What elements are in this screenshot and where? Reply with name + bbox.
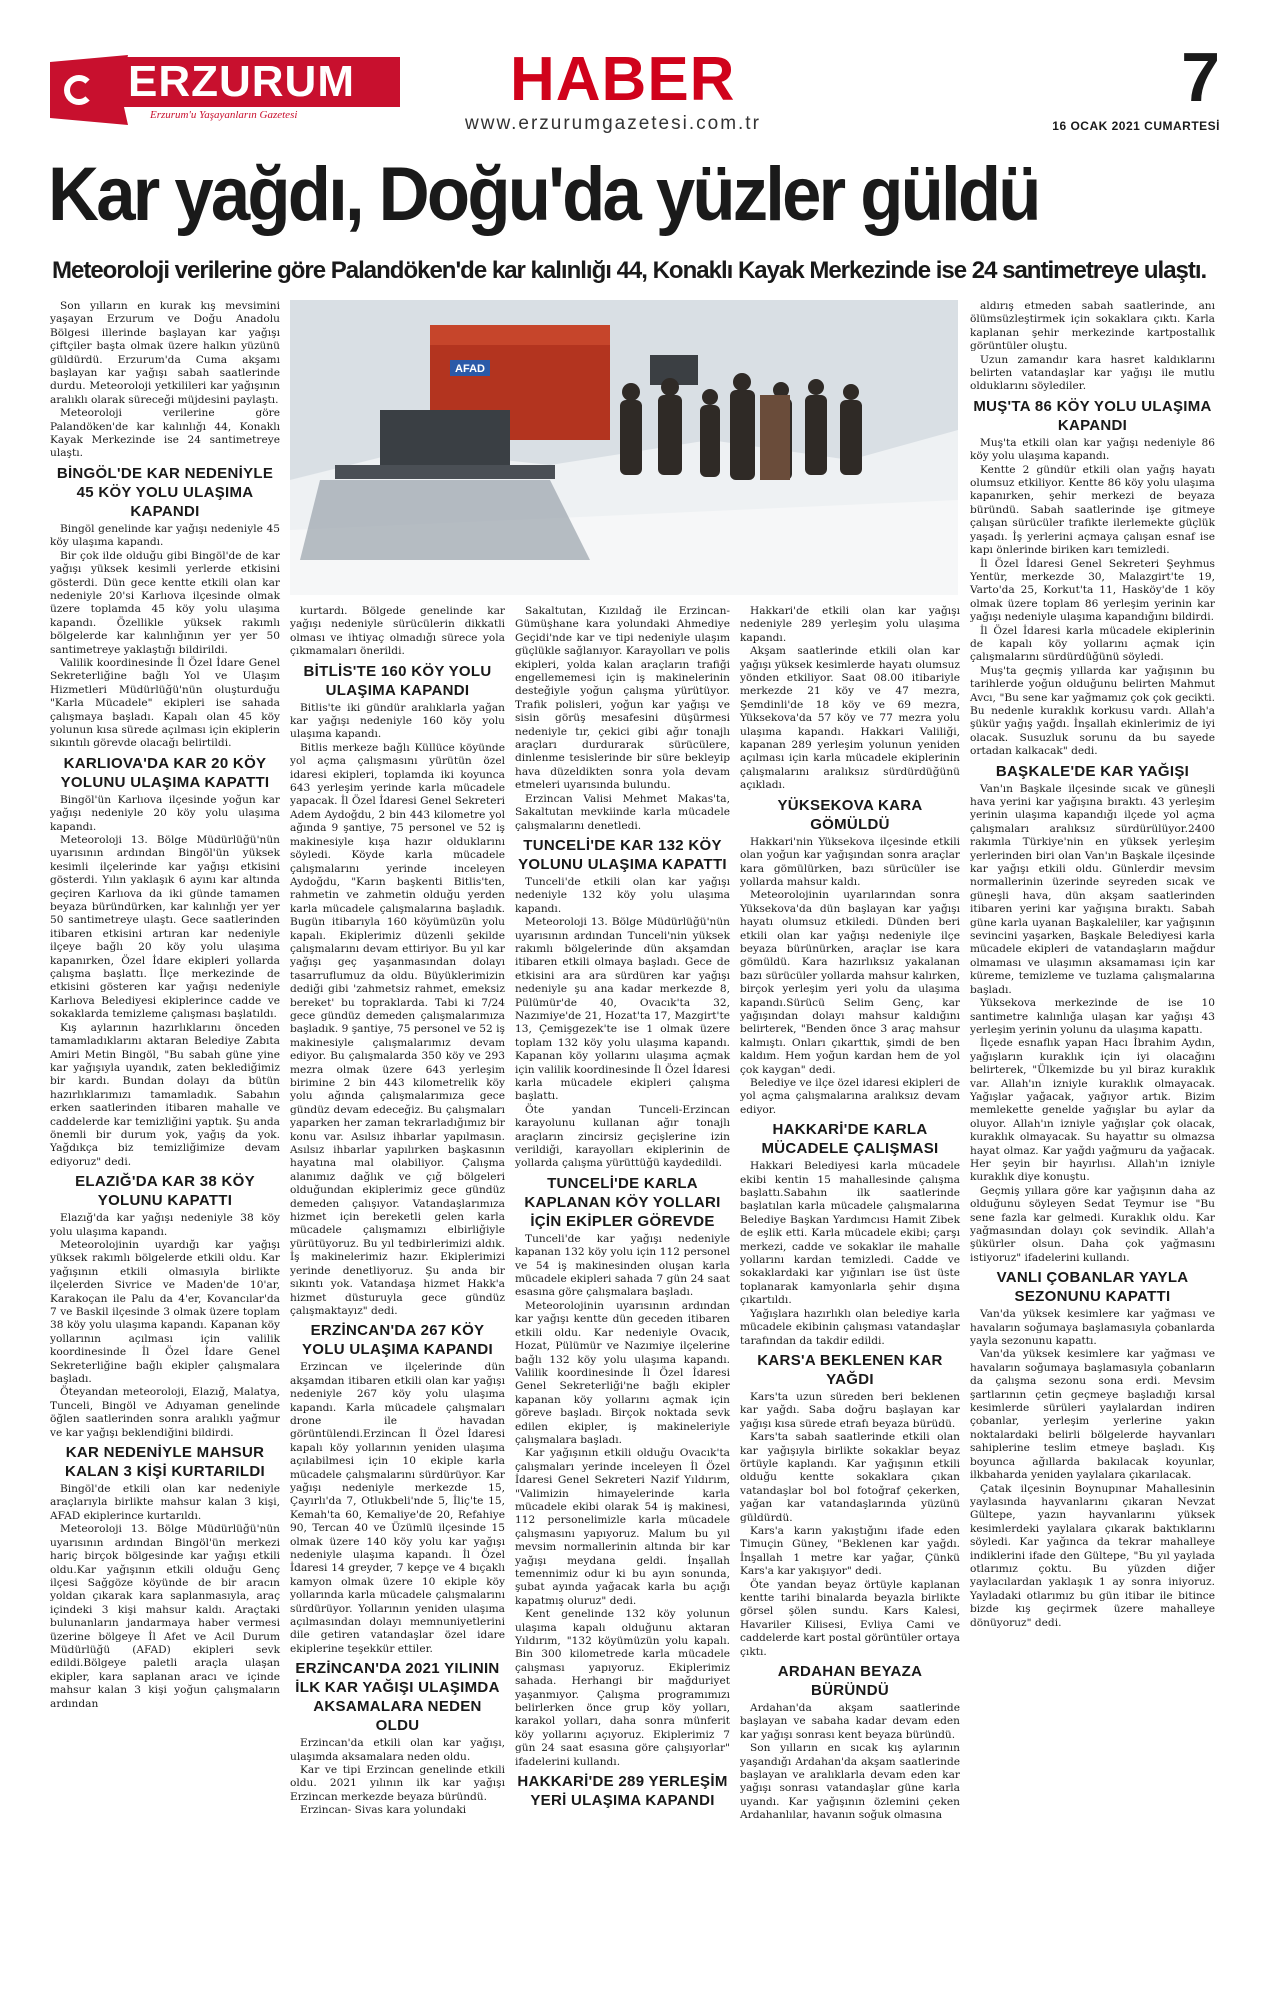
subheading: ERZİNCAN'DA 2021 YILININ İLK KAR YAĞIŞI ULAŞIMDA AKSAMALARA NEDEN OLDU — [295, 1660, 500, 1735]
subheading: BİNGÖL'DE KAR NEDENİYLE 45 KÖY YOLU ULAŞIMA KAPANDI — [56, 464, 274, 520]
subheading: ELAZIĞ'DA KAR 38 KÖY YOLUNU KAPATTI — [75, 1173, 255, 1210]
paragraph: Kars'ta sabah saatlerinde etkili olan kar yağışıyla birlikte sokaklar beyaz örtüyle kaplandı. Kar yağışının etkili olduğu kentte sokaklara çıkan vatandaşlar bol bol fotoğraf çekerken, yağan kar vatandaşlarında yüzünü güldürdü. — [740, 1431, 960, 1524]
column-4 — [740, 605, 960, 1823]
paragraph: Meteorolojinin uyardığı kar yağışı yüksek rakımlı bölgelerde etkili oldu. Kar yağışının etkili olmasıyla birlikte ilçelerden Sivrice ve Maden'de 10'ar, Karakoçan ile Palu da 4'er, Kovancılar'da 7 ve Baskil ilçesinde 3 olmak üzere toplam 38 köy yolu ulaşıma kapandı. Kapanan köy yollarının açılması için valilik koordinesinde İl Özel İdare Genel Sekreterliğine bağlı ekipler çalışmalara başladı. — [50, 1238, 280, 1386]
paragraph: Van'da yüksek kesimlere kar yağması ve havaların soğumaya başlamasıyla çobanların da çalışma sezonu sona erdi. Mevsim şartlarının çetin geçmeye başladığı kırsal kesimlerde sürüleri yaylalardan indiren çobanlar, yerleşim yerlerine yakın noktalardaki belirli bölgelerde hayvanları sahiplerine teslim etmeye başladı. Kış boyunca ağıllarda bakılacak koyunlar, ilkbaharda yeniden yaylalara çıkarılacak. — [970, 1348, 1215, 1482]
subheading: HAKKARİ'DE 289 YERLEŞİM YERİ ULAŞIMA KAPANDI — [517, 1773, 728, 1810]
subheading: ARDAHAN BEYAZA BÜRÜNDÜ — [777, 1663, 923, 1700]
paragraph: Erzincan ve ilçelerinde dün akşamdan itibaren etkili olan kar yağışı nedeniyle 267 köy yolu ulaşıma kapandı. Karla mücadele çalışmaları drone ile havadan görüntülendi.Erzincan İl Özel İdaresi kapalı köy yollarının yeniden ulaşıma açılabilmesi için 10 ekiple karla mücadele çalışmalarını sürdürüyor. Kar yağışı nedeniyle merkezde 15, Çayırlı'da 7, Otlukbeli'nde 5, İliç'te 15, Kemah'ta 60, Kemaliye'de 20, Refahiye 90, Tercan 40 ve Üzümlü ilçesinde 15 olmak üzere 140 köy yolu kar yağışı nedeniyle ulaşıma kapandı. İl Özel İdaresi 14 greyder, 7 kepçe ve 4 bıçaklı kamyon olmak üzere 10 ekiple köy yollarında karla mücadele çalışmalarını sürdürüyor. Yollarının yeniden ulaşıma açılmasından dolayı memnuniyetlerini dile getiren vatandaşlar özel idare ekiplerine teşekkür ettiler. — [290, 1361, 505, 1655]
paragraph: Erzincan'da etkili olan kar yağışı, ulaşımda aksamalara neden oldu. — [290, 1737, 505, 1763]
paragraph: Hakkari Belediyesi karla mücadele ekibi kentin 15 mahallesinde çalışma başlattı.Sabahın ilk saatlerinde başlatılan karla mücadele çalışmalarına Belediye Başkan Yardımcısı Hamit Zibek de eşlik etti. Karla mücadele ekibi; çarşı merkezi, cadde ve sokaklar ile mahalle yollarını kardan temizledi. Cadde ve sokaklardaki kar yığınları ise üst üste toplanarak kamyonlarla şehir dışına çıkartıldı. — [740, 1160, 960, 1307]
logo-text: ERZURUM — [110, 57, 400, 107]
paragraph: Tunceli'de kar yağışı nedeniyle kapanan 132 köy yolu için 112 personel ve 54 iş makinesinden oluşan karla mücadele ekipleri sahada 7 gün 24 saat esasına göre çalışmalara başladı. — [515, 1232, 730, 1299]
headline: Kar yağdı, Doğu'da yüzler güldü — [48, 152, 1039, 237]
paragraph: Öte yandan beyaz örtüyle kaplanan kentte tarihi binalarda beyazla birlikte görsel şölen sundu. Kars Kalesi, Havariler Kilisesi, Evliya Cami ve caddelerde kart postal görüntüler ortaya çıktı. — [740, 1578, 960, 1658]
subheading: TUNCELİ'DE KARLA KAPLANAN KÖY YOLLARI İÇİN EKİPLER GÖREVDE — [524, 1174, 721, 1230]
subheading: MUŞ'TA 86 KÖY YOLU ULAŞIMA KAPANDI — [973, 397, 1212, 434]
paragraph: Kentte 2 gündür etkili olan yağış hayatı olumsuz etkiliyor. Kentte 86 köy yolu ulaşıma kapanırken, şehir merkezi de beyaza büründü. Sabah saatlerinde işe gitmeye çalışan sürücüler trafikte ilerlemekte güçlük yaşadı. İş yerlerini açmaya çalışan esnaf ise kapı önlerinde biriken karı temizledi. — [970, 463, 1215, 557]
newspaper-logo[interactable] — [50, 55, 400, 125]
subheading: BAŞKALE'DE KAR YAĞIŞI — [995, 762, 1190, 780]
paragraph: Uzun zamandır kara hasret kaldıklarını belirten vatandaşlar kar yağışı ile mutlu olduklarını söylediler. — [970, 353, 1215, 393]
subheadline: Meteoroloji verilerine göre Palandöken'de kar kalınlığı 44, Konaklı Kayak Merkezinde ise 24 santimetreye ulaştı. — [52, 257, 1207, 284]
paragraph: Hakkari'nin Yüksekova ilçesinde etkili olan yoğun kar yağışından sonra araçlar kara gömülürken, bazı sürücüler ise yollarda mahsur kaldı. — [740, 835, 960, 888]
column-5 — [970, 300, 1215, 1630]
paragraph: Akşam saatlerinde etkili olan kar yağışı yüksek kesimlerde hayatı olumsuz yönden etkiliyor. Saat 08.00 itibariyle merkezde 21 köy ve 47 mezra, Şemdinli'de 18 köy ve 69 mezra, Yüksekova'da 57 köy ve 77 mezra yolu ulaşıma kapandı. Hakkari Valiliği, kapanan 289 yerleşim yolunun yeniden açılması için karla mücadele ekiplerinin çalışmalarını aralıksız sürdürdüğünü açıkladı. — [740, 645, 960, 792]
issue-date: 16 OCAK 2021 CUMARTESİ — [1052, 119, 1220, 133]
subheading: ERZİNCAN'DA 267 KÖY YOLU ULAŞIMA KAPANDI — [302, 1322, 493, 1359]
column-2 — [290, 605, 505, 1818]
paragraph: Tunceli'de etkili olan kar yağışı nedeniyle 132 köy yolu ulaşıma kapandı. — [515, 875, 730, 915]
subheading: KARLIOVA'DA KAR 20 KÖY YOLUNU ULAŞIMA KAPATTI — [60, 754, 270, 791]
paragraph: Meteoroloji 13. Bölge Müdürlüğü'nün uyarısının ardından Bingöl'ün yüksek kesimli ilçelerinde kar yağışı etkisini gösterdi. Yılın yaklaşık 6 ayını kar altında geçiren Karlıova da iki günde tamamen beyaza büründürken, kar kalınlığı yer yer 50 santimetreye ulaştı. Gece saatlerinden itibaren etkisini artıran kar nedeniyle ilçeye bağlı 20 köy yolu ulaşıma kapanırken, Özel İdare ekipleri yollarda çalışma başlattı. İlçe merkezinde de etkisini gösteren kar yağışı nedeniyle Karlıova Belediyesi ekiplerince cadde ve sokaklarda temizleme çalışması başlatıldı. — [50, 834, 280, 1021]
website-link[interactable]: www.erzurumgazetesi.com.tr — [465, 113, 761, 134]
paragraph: Belediye ve ilçe özel idaresi ekipleri de yol açma çalışmalarına aralıksız devam ediyor. — [740, 1077, 960, 1116]
section-title: HABER — [510, 45, 736, 114]
paragraph: Bir çok ilde olduğu gibi Bingöl'de de kar yağışı yüksek kesimli yerlerde etkisini gösterdi. Dün gece kentte etkili olan kar nedeniyle 20'si Karlıova ilçesinde olmak üzere toplamda 45 köy yolu ulaşıma kapandı. Özellikle yüksek rakımlı bölgelerde kar kalınlığının yer yer 50 santimetreye yaklaştığı bildirildi. — [50, 549, 280, 656]
paragraph: Meteorolojinin uyarılarından sonra Yüksekova'da dün başlayan kar yağışı hayatı olumsuz etkiledi. Dünden beri etkili olan kar yağışı nedeniyle ilçe beyaza bürünürken, araçlar ise kara gömüldü. Kara hazırlıksız yakalanan bazı sürücüler yollarda mahsur kalırken, birçok yerleşim yeri yolu da ulaşıma kapandı.Sürücü Selim Genç, kar yağışından dolayı mahsur kaldığını belirterek, "Benden önce 3 araç mahsur kalmıştı. Onları çıkarttık, şimdi de ben kaldım. Hem yoğun kardan hem de yol çok kaygan" dedi. — [740, 889, 960, 1076]
paragraph: aldırış etmeden sabah saatlerinde, anı ölümsüzleştirmek için sokaklara çıktı. Karla kaplanan şehir merkezinde kartpostallık görüntüler oluştu. — [970, 300, 1215, 353]
page-number: 7 — [1181, 38, 1220, 116]
paragraph: Ardahan'da akşam saatlerinde başlayan ve sabaha kadar devam eden kar yağışı sonrası kent beyaza büründü. — [740, 1702, 960, 1741]
paragraph: Çatak ilçesinin Boynupınar Mahallesinin yaylasında hayvanlarını çıkaran Nevzat Gültepe, yazın hayvanlarını yüksek kesimlerdeki yaylalara çıkarak baktıklarını söyledi. Kar yağınca da tekrar mahalleye indiklerini ifade den Gültepe, "Bu yıl yaylada otlarımız çoktu. Bu yüzden diğer yaylacılardan yaklaşık 1 ay sonra iniyoruz. Yayladaki otlarımız bu gün itibar ile bitince bizde kış geçirmek üzere mahalleye dönüyoruz" dedi. — [970, 1482, 1215, 1629]
paragraph: Kars'ta uzun süreden beri beklenen kar yağdı. Saba doğru başlayan kar yağışı kısa sürede etrafı beyaza bürüdü. — [740, 1390, 960, 1430]
paragraph: Bingöl'ün Karlıova ilçesinde yoğun kar yağışı nedeniyle 20 köy yolu ulaşıma kapandı. — [50, 793, 280, 833]
paragraph: Kent genelinde 132 köy yolunun ulaşıma kapalı olduğunu aktaran Yıldırım, "132 köyümüzün yolu kapalı. Bin 300 kilometrede karla mücadele çalışması yapıyoruz. Ekiplerimiz sahada. Herhangi bir mağduriyet yaşanmıyor. Çalışma programımızı belirlerken önce grup köy yolları, karakol yolları, daha sonra münferit köy yollarını açıyoruz. Ekiplerimiz 7 gün 24 saat esasına göre çalışıyorlar" ifadelerini kullandı. — [515, 1608, 730, 1768]
paragraph: Kars'a karın yakıştığını ifade eden Timuçin Güney, "Beklenen kar yağdı. İnşallah 1 metre kar yağar, Çünkü Kars'a kar yakışıyor" dedi. — [740, 1524, 960, 1578]
paragraph: kurtardı. Bölgede genelinde kar yağışı nedeniyle sürücülerin dikkatli olması ve ihtiyaç olmadığı sürece yola çıkmamaları önerildi. — [290, 605, 505, 658]
subheading: HAKKARİ'DE KARLA MÜCADELE ÇALIŞMASI — [761, 1121, 939, 1158]
subheading: BİTLİS'TE 160 KÖY YOLU ULAŞIMA KAPANDI — [303, 662, 492, 699]
paragraph: Meteoroloji 13. Bölge Müdürlüğü'nün uyarısının ardından Tunceli'nin yüksek rakımlı bölgelerinde dün akşamdan itibaren etkili olmaya başladı. Gece de etkisini ara ara sürdüren kar yağışı nedeniyle şu ana kadar merkezde 8, Pülümür'de 40, Ovacık'ta 32, Nazımiye'de 21, Hozat'ta 17, Mazgirt'te 13, Çemişgezek'te ise 1 olmak üzere toplam 132 köy yolu ulaşıma kapandı. Kapanan köy yollarını ulaşıma açmak için valilik koordinesinde İl Özel İdaresi karla mücadele ekipleri çalışma başlattı. — [515, 916, 730, 1103]
column-1 — [50, 300, 280, 1711]
paragraph: Meteoroloji 13. Bölge Müdürlüğü'nün uyarısının ardından Bingöl'ün merkezi hariç birçok bölgesinde kar yağışı etkili oldu.Kar yağışının etkili olduğu Genç ilçesi Sağgöze köyünde de bir aracın yoldan çıkarak kara saplanmasıyla, araç içindeki 3 kişi mahsur kaldı. Araçtaki bulunanların jandarmaya haber vermesi üzerine bölgeye İl Afet ve Acil Durum Müdürlüğü (AFAD) ekipleri sevk edildi.Bölgeye paletli araçla ulaşan ekipler, kara saplanan aracı ve içinde mahsur kalan 3 kişi yoğun çalışmaların ardından — [50, 1523, 280, 1710]
news-photo — [290, 300, 958, 595]
subheading: VANLI ÇOBANLAR YAYLA SEZONUNU KAPATTI — [996, 1269, 1189, 1306]
paragraph: Hakkari'de etkili olan kar yağışı nedeniyle 289 yerleşim yolu ulaşıma kapandı. — [740, 605, 960, 644]
paragraph: Yağışlara hazırlıklı olan belediye karla mücadele ekibinin çalışması vatandaşlar tarafından da takdir edildi. — [740, 1307, 960, 1347]
paragraph: Bingöl'de etkili olan kar nedeniyle araçlarıyla birlikte mahsur kalan 3 kişi, AFAD ekiplerince kurtarıldı. — [50, 1483, 280, 1522]
subheading: KAR NEDENİYLE MAHSUR KALAN 3 KİŞİ KURTARILDI — [65, 1444, 265, 1481]
paragraph: Erzincan Valisi Mehmet Makas'ta, Sakaltutan mevkiinde karla mücadele çalışmalarını denetledi. — [515, 792, 730, 832]
logo-subtitle: Erzurum'u Yaşayanların Gazetesi — [150, 109, 298, 121]
column-3 — [515, 605, 730, 1812]
paragraph: İl Özel İdaresi Genel Sekreteri Şeyhmus Yentür, merkezde 30, Malazgirt'te 19, Varto'da 25, Korkut'ta 11, Hasköy'de 1 köy olmak üzere toplam 86 yerleşim yerinin kar yağışı nedeniyle ulaşıma kapandığını bildirdi. — [970, 557, 1215, 624]
paragraph: İlçede esnaflık yapan Hacı İbrahim Aydın, yağışların kuraklık için iyi olacağını belirterek, "Ülkemizde bu yıl biraz kuraklık var. Allah'ın izniyle kuraklık olmayacak. Yağışlar yağacak, yağıyor artık. Bizim memlekette genelde yağışlar bu aylar da oluyor. Allah'ın izniyle yağışlar çok olacak, kuraklık olmayacak. Su hayattır su olmazsa hayat olmaz. Kar yağdı yağmuru da yağacak. Her şeyin bir hayırlısı. Allah'ın izniyle kuraklık diye konuştu. — [970, 1037, 1215, 1184]
subheading: YÜKSEKOVA KARA GÖMÜLDÜ — [777, 796, 923, 833]
paragraph: Muş'ta geçmiş yıllarda kar yağışının bu tarihlerde yoğun olduğunu belirten Mahmut Avcı, "Bu sene kar yağmamız çok çok gecikti. Bu nedenle kuraklık korkusu vardı. Allah'a şükür yağış yağdı. İnşallah ekinlerimiz de iyi olacak. Susuzluk sorunu da bu sayede ortadan kalkacak" dedi. — [970, 664, 1215, 758]
paragraph: Erzincan- Sivas kara yolundaki — [300, 1804, 467, 1817]
paragraph: Bitlis merkeze bağlı Küllüce köyünde yol açma çalışmasını yürütün özel idaresi ekipleri, toplamda iki koyunca 643 yerleşim yerinde karla mücadele yapacak. İl Özel İdaresi Genel Sekreteri Adem Aydoğdu, 2 bin 443 kilometre yol ağında 9 şantiye, 75 personel ve 52 iş makinesiyle kışa hazır olduklarını söyledi. Köyde karla mücadele çalışmalarını yerinde inceleyen Aydoğdu, "Karın başkenti Bitlis'ten, rahmetin ve zahmetin olduğu yerden karla mücadele çalışmalarına başladık. Bugün itibarıyla 160 köyümüzün yolu kapalı. Ekiplerimiz düzenli şekilde çalışmalarını devam ettiriyor. Bu yıl kar yağışı geç yaşanmasından dolayı tasarruflumuz da oldu. Büyüklerimizin dediği gibi 'zahmetsiz rahmet, emeksiz bereket' bu topraklarda. Tabi ki 7/24 gece gündüz demeden çalışmalarımıza başladık. 9 şantiye, 75 personel ve 52 iş makinesiyle çalışmalarımız devam ediyor. Bu çalışmalarda 350 köy ve 293 mezra olmak üzere 643 yerleşim birimine 2 bin 443 kilometrelik köy yolu ağında çalışmalarımıza gece gündüz devam edeceğiz. Bu çalışmaları yaparken her zaman tekrarladığımız bir konu var. Asılsız ihbarlar yapılmasın. Asılsız ihbarlar yapılırken başkasının hayatına mal olabiliyor. Çalışma alanımız dağlık ve çığ bölgeleri olduğundan ekiplerimiz gece gündüz demeden çalışıyor. Vatandaşlarımıza hizmet için bereketli gelen karla mücadele çalışmamızı elbirliğiyle yürütüyoruz. Bu yıl tedbirlerimizi aldık. İş makinelerimiz hazır. Ekiplerimizi yerinde denetliyoruz. Şu anda bir sıkıntı yok. Vatandaşa hizmet Hakk'a hizmet düsturuyla gece gündüz çalışmaktayız" dedi. — [290, 741, 505, 1317]
paragraph: İl Özel İdaresi karla mücadele ekiplerinin de kapalı köy yollarını açmak için çalışmalarını sürdürdüğünü söyledi. — [970, 624, 1215, 664]
paragraph: Öteyandan meteoroloji, Elazığ, Malatya, Tunceli, Bingöl ve Adıyaman genelinde öğlen saatlerinden sonra aralıklı yağmur ve kar yağışı beklendiğini bildirdi. — [50, 1386, 280, 1439]
paragraph: Son yılların en kurak kış mevsimini yaşayan Erzurum ve Doğu Anadolu Bölgesi illerinde başlayan kar yağışı çiftçiler başta olmak üzere halkın yüzünü güldürdü. Erzurum'da Cuma akşamı başlayan kar yağışı sabah saatlerinde durdu. Meteoroloji yetkilileri kar yağışının aralıklı olarak süreceği müjdesini paylaştı. — [50, 300, 280, 406]
paragraph: Meteoroloji verilerine göre Palandöken'de kar kalınlığı 44, Konaklı Kayak Merkezinde ise 24 santimetreye ulaştı. — [50, 407, 280, 460]
photo-badge: AFAD — [455, 363, 485, 375]
paragraph: Yüksekova merkezinde de ise 10 santimetre kalınlığa ulaşan kar yağışı 43 yerleşim yerinin yolunu da ulaşıma kapattı. — [970, 997, 1215, 1036]
subheading: KARS'A BEKLENEN KAR YAĞDI — [757, 1351, 943, 1388]
masthead — [50, 38, 1220, 135]
paragraph: Sakaltutan, Kızıldağ ile Erzincan-Gümüşhane kara yolundaki Ahmediye Geçidi'nde kar ve tipi nedeniyle ulaşım güçlükle sağlanıyor. Karayolları ve polis ekipleri, yolda kalan araçların trafiği engellememesi için iş makinelerinin desteğiyle yoğun çalışma yürütüyor. Trafik polisleri, yoğun kar yağışı ve sisin görüş mesafesini düşürmesi nedeniyle tır, çekici gibi ağır tonajlı araçları durdurarak sürücülere, dinlenme tesislerinde bir süre bekleyip hava düzeldikten sonra yola devam etmeleri uyarısında bulundu. — [515, 605, 730, 792]
paragraph: Elazığ'da kar yağışı nedeniyle 38 köy yolu ulaşıma kapandı. — [50, 1212, 280, 1238]
paragraph: Öte yandan Tunceli-Erzincan karayolunu kullanan ağır tonajlı araçların zincirsiz geçişlerine izin verildiği, karayolları ekiplerinin de yollarda çalışma yürüttüğü kaydedildi. — [515, 1103, 730, 1170]
paragraph: Bingöl genelinde kar yağışı nedeniyle 45 köy ulaşıma kapandı. — [50, 522, 280, 549]
paragraph: Valilik koordinesinde İl Özel İdare Genel Sekreterliğine bağlı Yol ve Ulaşım Hizmetleri Müdürlüğü'nün oluşturduğu "Karla Mücadele" ekipleri ise sahada çalışmaya başladı. Kapalı olan 45 köy yolunun kısa sürede açılması için ekiplerin sıkıntılı görevde olacağı belirtildi. — [50, 656, 280, 750]
crescent-icon — [64, 75, 94, 105]
paragraph: Son yılların en sıcak kış aylarının yaşandığı Ardahan'da akşam saatlerinde başlayan ve aralıklarla devam eden kar yağışı sonrası vatandaşlar güne karla uyandı. Kar yağışının özlemini çeken Ardahanlılar, havanın soğuk olmasına — [740, 1742, 960, 1822]
paragraph: Muş'ta etkili olan kar yağışı nedeniyle 86 köy yolu ulaşıma kapandı. — [970, 436, 1215, 463]
paragraph: Van'ın Başkale ilçesinde sıcak ve güneşli hava yerini kar yağışına bıraktı. 43 yerleşim yerinin ulaşıma kapandığı ilçede yol açma çalışmaları aralıksız sürdürülüyor.2400 rakımla Türkiye'nin en yüksek yerleşim yerlerinden biri olan Van'ın Başkale ilçesinde kar yağışı etkili oldu. Günlerdir mevsim normallerinin üzerinde seyreden sıcak ve güneşli hava, dün akşam saatlerinden itibaren yerini kar yağışına bıraktı. Sabah güne karla uyanan Başkaleliler, kar yağışının sevincini yaşarken, Başkale Belediyesi karla mücadele ekipleri de vatandaşların mağdur olmaması ve ulaşımın aksamaması için kar küreme, temizleme ve tuzlama çalışmalarına başladı. — [970, 782, 1215, 996]
paragraph: Van'da yüksek kesimlere kar yağması ve havaların soğumaya başlamasıyla çobanlarda yayla sezonunu kapattı. — [970, 1308, 1215, 1348]
paragraph: Meteorolojinin uyarısının ardından kar yağışı kentte dün geceden itibaren etkili oldu. Kar nedeniyle Ovacık, Hozat, Pülümür ve Nazımiye ilçelerine bağlı 132 köy yolu ulaşıma kapandı. Valilik koordinesinde İl Özel İdaresi Genel Sekreterliği'ne bağlı ekipler kapanan köy yollarını açmak için göreve başladı. Birçok noktada sevk edilen ekipler, iş makineleriyle çalışmalara başladı. — [515, 1299, 730, 1446]
paragraph: Bitlis'te iki gündür aralıklarla yağan kar yağışı nedeniyle 160 köy yolu ulaşıma kapandı. — [290, 701, 505, 741]
paragraph: Geçmiş yıllara göre kar yağışının daha az olduğunu söyleyen Sedat Teymur ise "Bu sene fazla kar gelmedi. Kuraklık oldu. Kar yağmasından dolayı çok sevindik. Allah'a şükürler olsun. Daha çok yağmasını istiyoruz" ifadelerini kullandı. — [970, 1184, 1215, 1264]
paragraph: Kar ve tipi Erzincan genelinde etkili oldu. 2021 yılının ilk kar yağışı Erzincan merkezde beyaza büründü. — [290, 1764, 505, 1803]
paragraph: Kar yağışının etkili olduğu Ovacık'ta çalışmaları yerinde inceleyen İl Özel İdaresi Genel Sekreteri Nazif Yıldırım, "Valimizin himayelerinde karla mücadele ekibi olarak 54 iş makinesi, 112 personelimizle karla mücadele çalışmasını yapıyoruz. Malum bu yıl mevsim normallerinin altında bir kar yağışı meydana geldi. İnşallah temennimiz odur ki bu ayın sonunda, şubat ayında yağacak karla bu açığı kapatmış oluruz" dedi. — [515, 1447, 730, 1607]
paragraph: Kış aylarının hazırlıklarını önceden tamamladıklarını aktaran Belediye Zabıta Amiri Metin Bingöl, "Bu sabah güne yine kar yağışıyla uyandık, zaten beklediğimiz bir kardı. Bundan dolayı da bütün hazırlıklarımızı tamamladık. Sabahın erken saatlerinden itibaren mahalle ve caddelerde kar temizliğini yaptık. Şu anda önemli bir durum yok, yağış da yok. Yağdıkça biz temizliğimize devam ediyoruz" dedi. — [50, 1021, 280, 1168]
subheading: TUNCELİ'DE KAR 132 KÖY YOLUNU ULAŞIMA KAPATTI — [518, 836, 727, 873]
